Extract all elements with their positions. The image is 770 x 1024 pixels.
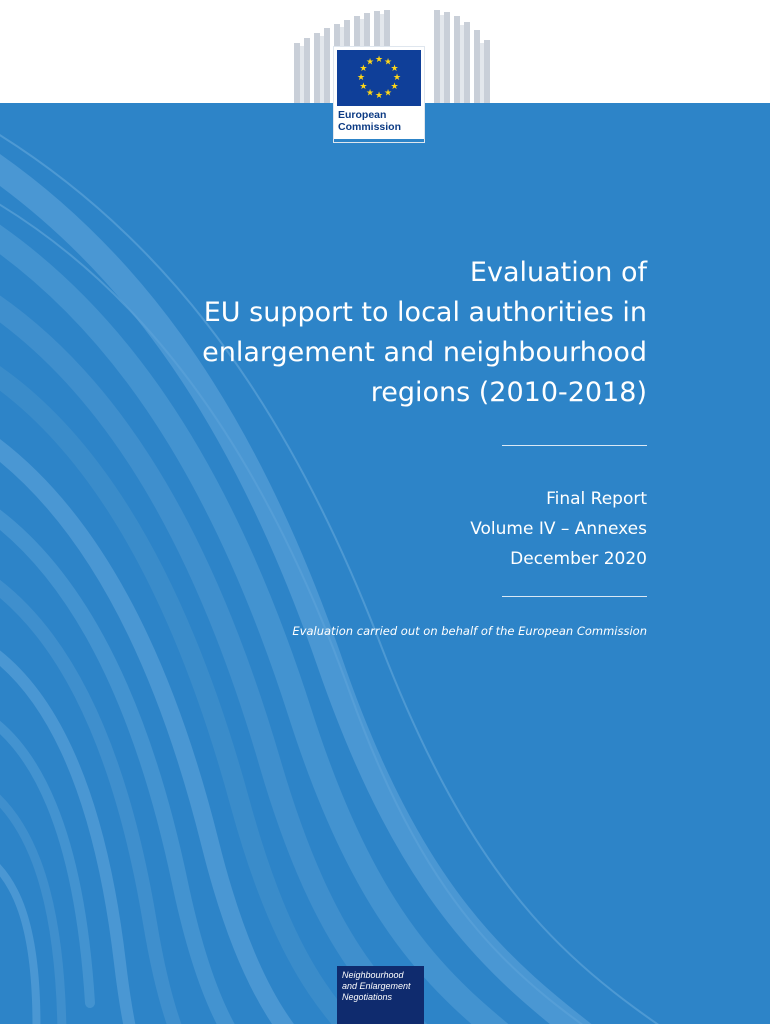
- logo-line-european: European: [338, 109, 387, 121]
- logo-wordmark: [338, 109, 401, 133]
- report-meta: [470, 484, 647, 574]
- report-volume: Volume IV – Annexes: [470, 519, 647, 539]
- dg-near-badge: [337, 966, 424, 1024]
- svg-text:★: ★: [359, 64, 368, 74]
- svg-text:★: ★: [383, 57, 393, 68]
- report-title: [87, 253, 647, 413]
- svg-text:★: ★: [390, 82, 399, 92]
- title-line-1: Evaluation of: [469, 257, 647, 288]
- title-line-4: regions (2010-2018): [370, 377, 647, 408]
- svg-text:★: ★: [359, 82, 368, 92]
- report-date: December 2020: [510, 549, 647, 569]
- title-line-2: EU support to local authorities in: [203, 297, 647, 328]
- european-commission-logo: [334, 47, 424, 142]
- svg-text:★: ★: [356, 73, 366, 83]
- divider-lower: [502, 596, 647, 597]
- title-line-3: enlargement and neighbourhood: [202, 337, 647, 368]
- svg-text:★: ★: [374, 91, 384, 101]
- divider-upper: [502, 445, 647, 446]
- svg-text:★: ★: [374, 55, 384, 65]
- svg-text:★: ★: [365, 57, 375, 68]
- logo-underline: [334, 139, 424, 142]
- dg-line-1: Neighbourhood: [342, 970, 404, 980]
- svg-text:★: ★: [365, 88, 375, 99]
- svg-text:★: ★: [392, 73, 402, 83]
- logo-line-commission: Commission: [338, 121, 402, 133]
- svg-text:★: ★: [390, 64, 399, 74]
- eu-flag-icon: [337, 50, 421, 106]
- eu-stars-icon: [337, 50, 421, 106]
- svg-text:★: ★: [383, 88, 393, 99]
- dg-line-2: and Enlargement: [342, 981, 411, 991]
- curved-stripes-graphic: [0, 103, 770, 1024]
- behalf-statement: Evaluation carried out on behalf of the European Commission: [292, 624, 647, 638]
- dg-line-3: Negotiations: [342, 992, 393, 1002]
- cover-background: [0, 103, 770, 1024]
- dg-name: [342, 970, 411, 1003]
- report-type: Final Report: [546, 489, 647, 509]
